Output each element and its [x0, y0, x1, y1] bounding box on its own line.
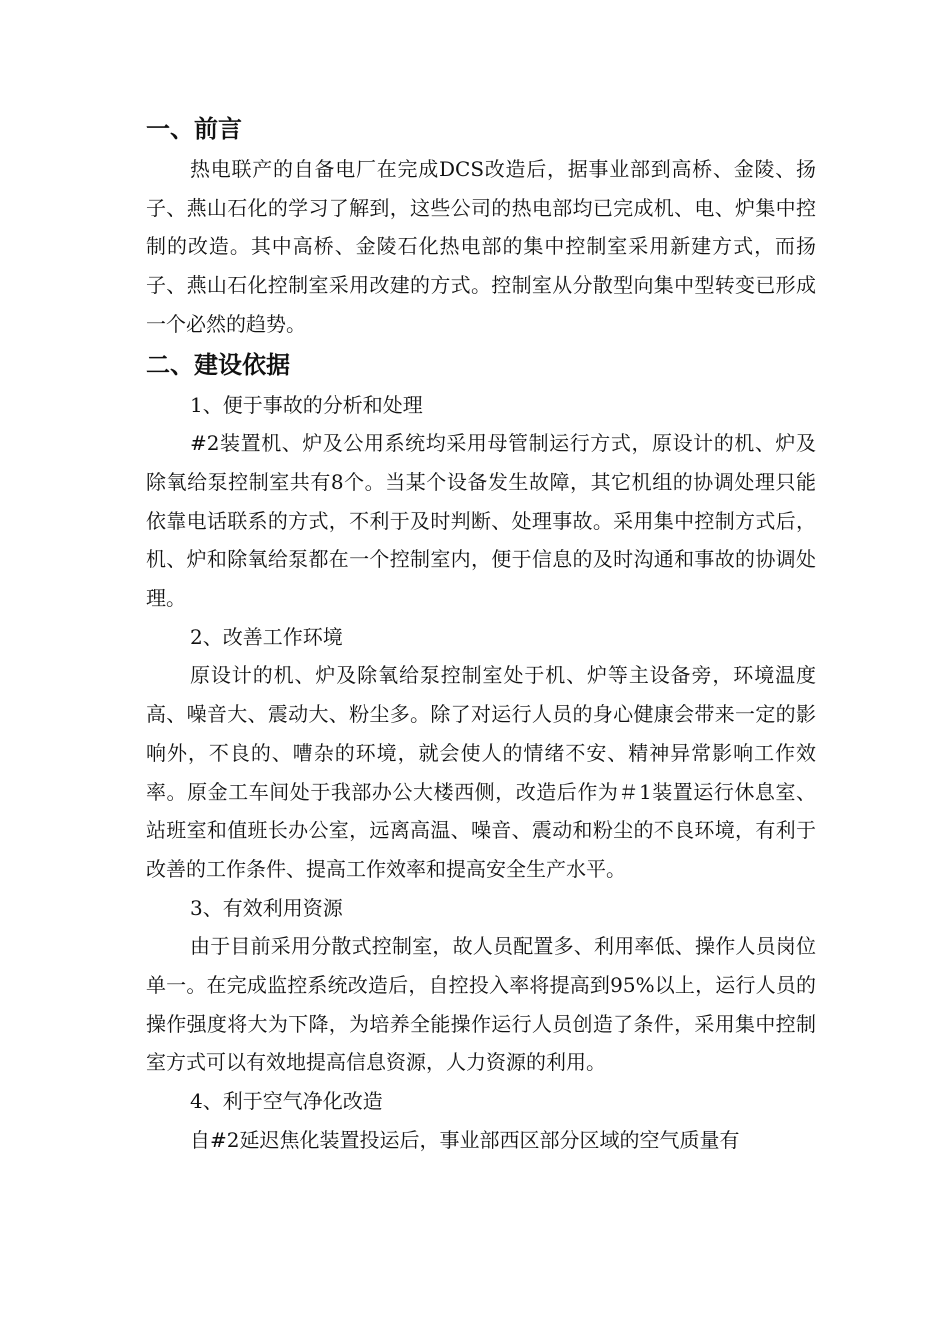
- item-title-resource-use: 3、有效利用资源: [190, 895, 343, 920]
- item-title-air-purification: 4、利于空气净化改造: [190, 1089, 383, 1114]
- item-title-work-environment: 2、改善工作环境: [190, 624, 343, 649]
- item-text-air-purification: 自#2延迟焦化装置投运后，事业部西区部分区域的空气质量有: [190, 1127, 740, 1152]
- item-text-work-environment: 原设计的机、炉及除氧给泵控制室处于机、炉等主设备旁，环境温度高、噪音大、震动大、粉尘多。除了对运行人员的身心健康会带来一定的影响外，不良的、嘈杂的环境，就会使人的情绪不安、精神异常影响工作效率。原金工车间处于我部办公大楼西侧，改造后作为＃1装置运行休息室、站班室和值班长办公室，远离高温、噪音、震动和粉尘的不良环境，有利于改善的工作条件、提高工作效率和提高安全生产水平。: [146, 663, 816, 881]
- item-text-resource-use: 由于目前采用分散式控制室，故人员配置多、利用率低、操作人员岗位单一。在完成监控系统改造后，自控投入率将提高到95%以上，运行人员的操作强度将大为下降，为培养全能操作运行人员创造了条件，采用集中控制室方式可以有效地提高信息资源，人力资源的利用。: [146, 934, 816, 1075]
- section-heading-preface: 一、前言: [146, 115, 242, 143]
- preface-paragraph: 热电联产的自备电厂在完成DCS改造后，据事业部到高桥、金陵、扬子、燕山石化的学习了解到，这些公司的热电部均已完成机、电、炉集中控制的改造。其中高桥、金陵石化热电部的集中控制室采用新建方式，而扬子、燕山石化控制室采用改建的方式。控制室从分散型向集中型转变已形成一个必然的趋势。: [146, 157, 816, 336]
- document-page: [146, 108, 816, 1160]
- item-title-accident-analysis: 1、便于事故的分析和处理: [190, 392, 423, 417]
- section-heading-basis: 二、建设依据: [146, 350, 290, 379]
- item-text-accident-analysis: #2装置机、炉及公用系统均采用母管制运行方式，原设计的机、炉及除氧给泵控制室共有8个。当某个设备发生故障，其它机组的协调处理只能依靠电话联系的方式，不利于及时判断、处理事故。采用集中控制方式后，机、炉和除氧给泵都在一个控制室内，便于信息的及时沟通和事故的协调处理。: [146, 431, 816, 611]
